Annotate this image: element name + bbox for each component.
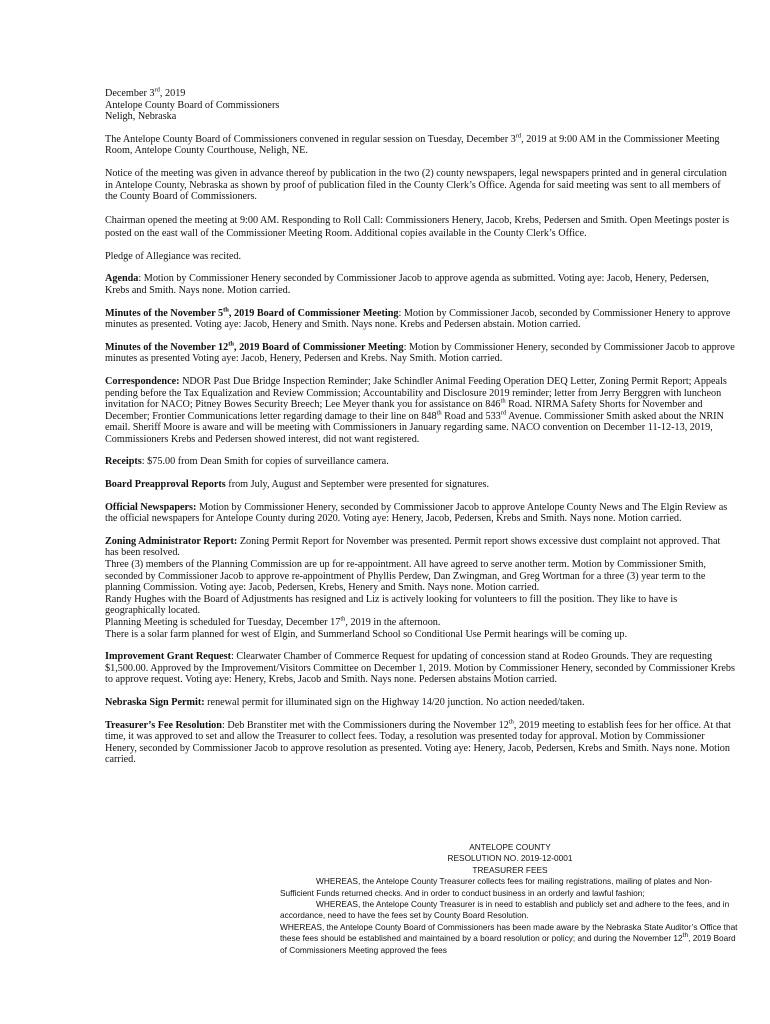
minutes-nov12-item: Minutes of the November 12th, 2019 Board of Commissioner Meeting: Motion by Commissioner Henery, seconded by Commissioner Jacob to approve minutes as presented Voting aye: Jacob, Henery, Pedersen and Krebs. Nay Smith. Motion carried.: [105, 340, 735, 365]
newspapers-item: Official Newspapers: Motion by Commissioner Henery, seconded by Commissioner Jacob to approve Antelope County News and The Elgin Review as the official newspapers for Antelope County during 2020. Voting aye: Henery, Jacob, Pedersen, Krebs and Smith. Nays none. Motion carried.: [105, 501, 728, 525]
notice-paragraph: Notice of the meeting was given in advance thereof by publication in the two (2) county newspapers, legal newspapers printed and in general circulation in Antelope County, Nebraska as shown by proof of publication filed in the County Clerk’s Office. Agenda for said meeting was sent to all members of the County Board of Commissioners.: [105, 167, 727, 203]
treasurer-fee-item: Treasurer’s Fee Resolution: Deb Branstiter met with the Commissioners during the November 12th, 2019 meeting to establish fees for her office. At that time, it was approved to set and allow the Treasurer to collect fees. Today, a resolution was presented today for approval. Motion by Commissioner Henery, seconded by Commissioner Jacob to approve resolution as presented. Voting aye: Henery, Jacob, Pedersen, Krebs and Smith. Nays none. Motion carried.: [105, 718, 732, 766]
board-location: Neligh, Nebraska: [105, 111, 177, 123]
resolution-number: RESOLUTION NO. 2019-12-0001: [447, 853, 573, 864]
board-name: Antelope County Board of Commissioners: [105, 99, 280, 111]
improvement-grant-item: Improvement Grant Request: Clearwater Chamber of Commerce Request for updating of concession stand at Rodeo Grounds. They are requesting $1,500.00. Approved by the Improvement/Visitors Committee on December 1, 2019. Motion by Commissioner Henery, seconded by Commissioner Krebs to approve request. Voting aye: Henery, Krebs, Jacob and Smith. Nays none. Pedersen abstains Motion carried.: [105, 651, 735, 686]
resolution-whereas-3: WHEREAS, the Antelope County Board of Commissioners has been made aware by the Nebraska State Auditor’s Office that these fees should be established and maintained by a board resolution or policy; and during the November 12th, 2019 Board of Commissioners Meeting approved the fees: [280, 921, 738, 955]
resolution-block: [280, 842, 740, 956]
intro-paragraph: The Antelope County Board of Commissioners convened in regular session on Tuesday, December 3rd, 2019 at 9:00 AM in the Commissioner Meeting Room, Antelope County Courthouse, Neligh, NE.: [105, 132, 720, 157]
minutes-nov5-item: Minutes of the November 5th, 2019 Board of Commissioner Meeting: Motion by Commissioner Jacob, seconded by Commissioner Henery to approve minutes as presented. Voting aye: Jacob, Henery and Smith. Nays none. Krebs and Pedersen abstain. Motion carried.: [105, 306, 731, 331]
resolution-whereas-1: WHEREAS, the Antelope County Treasurer collects fees for mailing registrations, mailing of plates and Non-Sufficient Funds returned checks. And in order to conduct business in an orderly and lawful fashion;: [280, 876, 713, 898]
sign-permit-item: Nebraska Sign Permit: renewal permit for illuminated sign on the Highway 14/20 junction. No action needed/taken.: [105, 696, 585, 708]
roll-call-paragraph: Chairman opened the meeting at 9:00 AM. Responding to Roll Call: Commissioners Henery, Jacob, Krebs, Pedersen and Smith. Open Meetings poster is posted on the east wall of the Commissioner Meeting Room. Additional copies available in the County Clerk’s Office.: [105, 214, 730, 239]
resolution-county: ANTELOPE COUNTY: [469, 842, 551, 852]
minutes-document: [105, 88, 735, 766]
pledge-paragraph: Pledge of Allegiance was recited.: [105, 250, 242, 262]
meeting-date: December 3rd, 2019: [105, 86, 186, 99]
resolution-whereas-2: WHEREAS, the Antelope County Treasurer is in need to establish and publicly set and adhere to the fees, and in accordance, need to have the fees set by County Board Resolution.: [280, 899, 730, 921]
correspondence-item: Correspondence: NDOR Past Due Bridge Inspection Reminder; Jake Schindler Animal Feeding Operation DEQ Letter, Zoning Permit Report; Appeals pending before the Tax Equalization and Review Commission; Accountability and Disclosure 2019 reminder; letter from Jerry Berggren with luncheon invitation for NACO; Pitney Bowes Security Breech; Lee Meyer thank you for assistance on 846th Road. NIRMA Safety Shorts for November and December; Frontier Communications letter regarding damage to their line on 848th Road and 533rd Avenue. Commissioner Smith asked about the NRIN email. Sheriff Moore is aware and will be meeting with Commissioners in January regarding same. NACO convention on December 11-12-13, 2019, Commissioners Krebs and Pedersen showed interest, did not want registered.: [105, 375, 727, 445]
preapproval-item: Board Preapproval Reports from July, August and September were presented for signatures.: [105, 479, 490, 491]
document-header: [105, 88, 735, 123]
resolution-title: TREASURER FEES: [472, 864, 548, 875]
zoning-item: Zoning Administrator Report: Zoning Permit Report for November was presented. Permit report shows excessive dust complaint not approved. That has been resolved. Three (3) members of the Planning Commission are up for re-appointment. All have agreed to serve another term. Motion by Commissioner Smith, seconded by Commissioner Jacob to approve re-appointment of Phyllis Perdew, Dan Zwingman, and Greg Wortman for a three (3) year term to the planning Commission. Voting aye: Jacob, Pedersen, Krebs, Henery and Smith. Nays none. Motion carried. Randy Hughes with the Board of Adjustments has resigned and Liz is actively looking for volunteers to fill the position. They like to have is geographically located. Planning Meeting is scheduled for Tuesday, December 17th, 2019 in the afternoon. There is a solar farm planned for west of Elgin, and Summerland School so Conditional Use Permit hearings will be coming up.: [105, 535, 721, 640]
receipts-item: Receipts: $75.00 from Dean Smith for copies of surveillance camera.: [105, 456, 389, 468]
agenda-item: Agenda: Motion by Commissioner Henery seconded by Commissioner Jacob to approve agenda as submitted. Voting aye: Jacob, Henery, Pedersen, Krebs and Smith. Nays none. Motion carried.: [105, 273, 709, 296]
